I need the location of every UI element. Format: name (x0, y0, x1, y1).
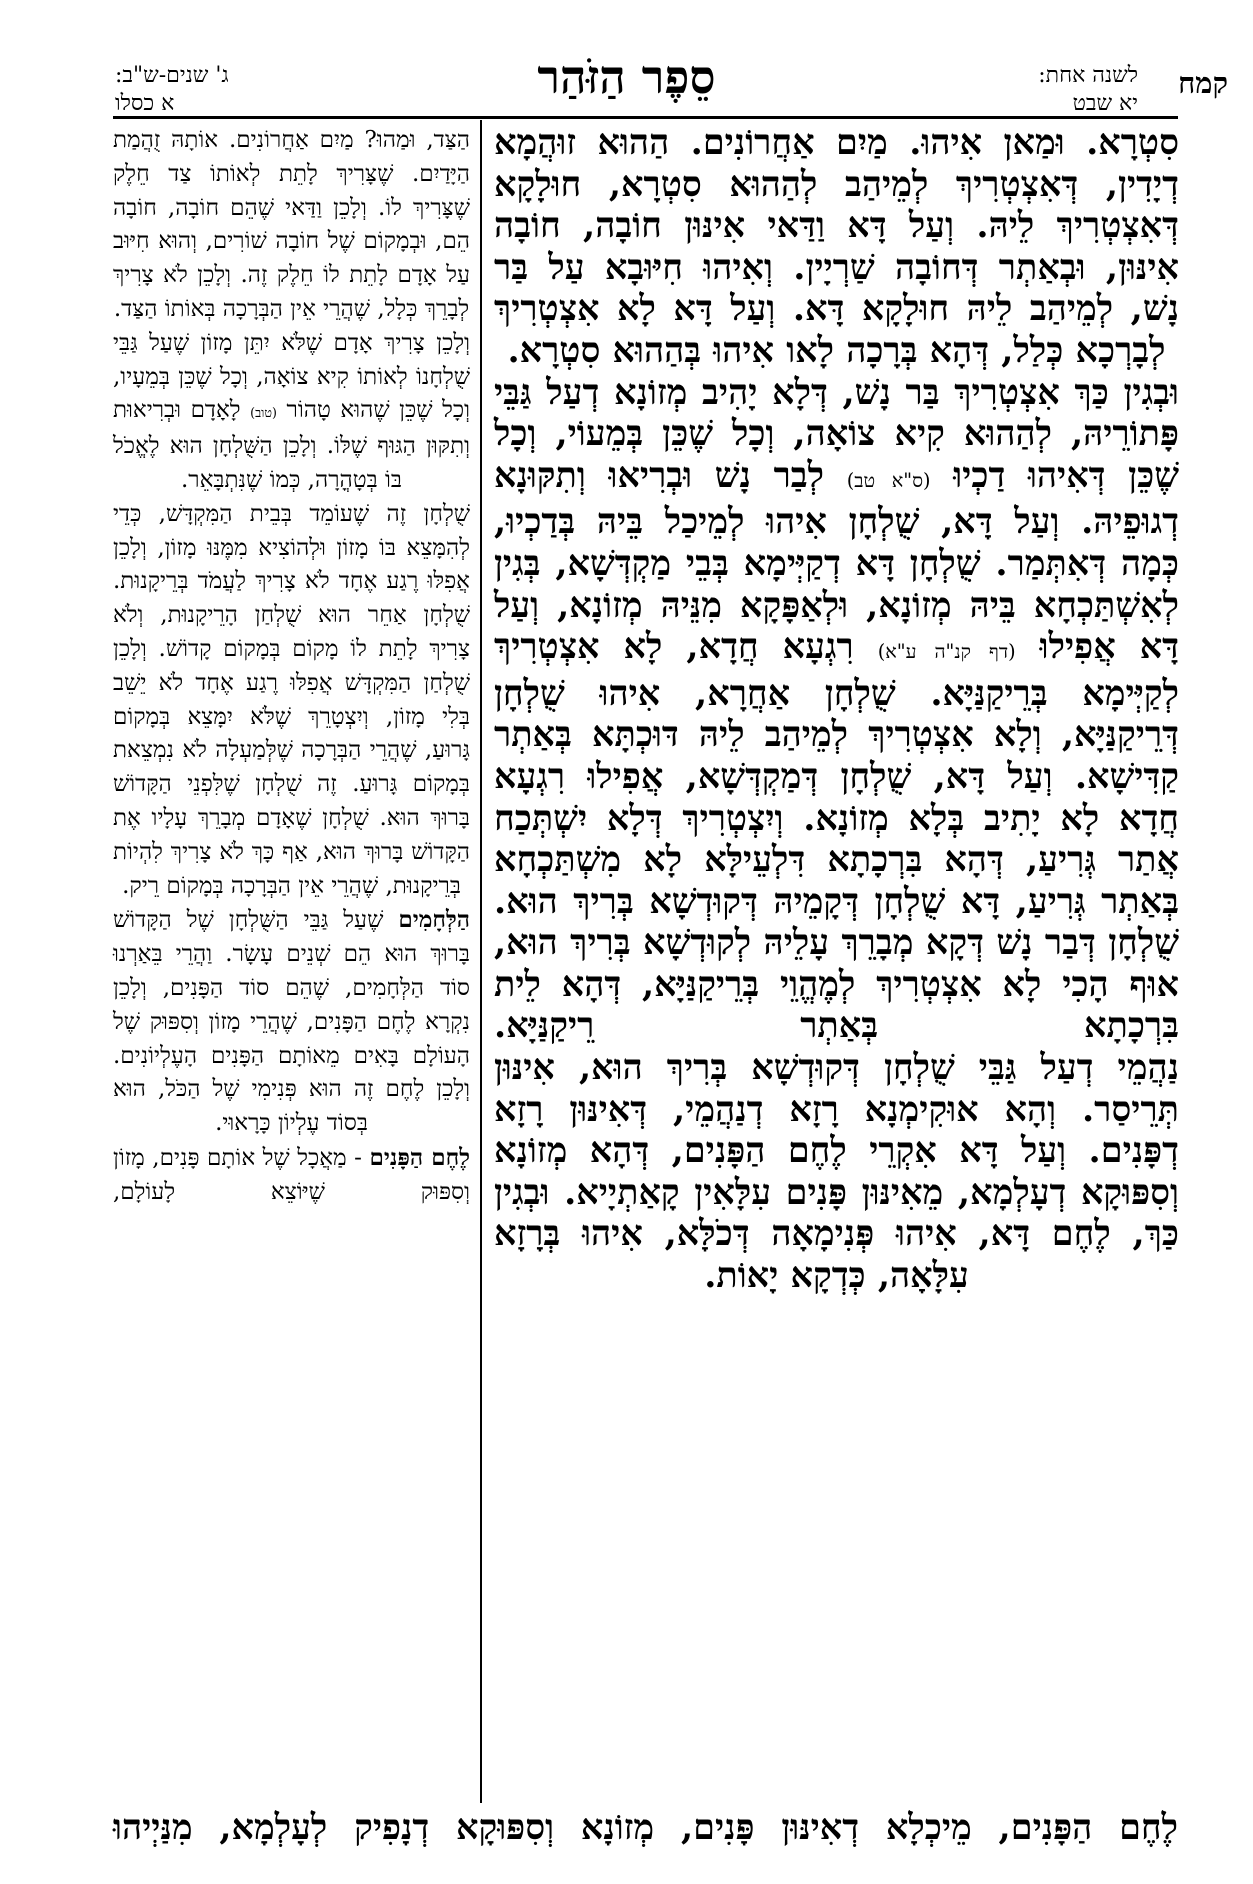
commentary-text: - מַאֲכָל שֶׁל אוֹתָם פָּנִים, מָזוֹן וְסִפּוּק שֶׁיּוֹצֵא לָעוֹלָם, (113, 1144, 470, 1205)
commentary-paragraph (113, 903, 470, 1141)
commentary-paragraph (113, 327, 470, 498)
header-rule (113, 116, 1178, 119)
commentary-text: וְלָכֵן צָרִיךְ אָדָם שֶׁלֹּא יִתֵּן מָזוֹן שֶׁעַל גַּבֵּי שֻׁלְחָנוֹ לְאוֹתוֹ קִיא צוֹאָה, וְכָל שֶׁכֵּן בְּמֵעָיו, וְכָל שֶׁכֵּן שֶׁהוּא טָהוֹר (113, 329, 471, 424)
commentary-paragraph: הַצַּד, וּמַהוּ? מַיִם אַחֲרוֹנִים. אוֹתָהּ זֻהֲמַת הַיָּדַיִם. שֶׁצָּרִיךְ לָתֵת לְאוֹתוֹ צַד חֵלֶק שֶׁצָּרִיךְ לוֹ. וְלָכֵן וַדַּאי שֶׁהֵם חוֹבָה, חוֹבָה הֵם, וּבְמָקוֹם שֶׁל חוֹבָה שׁוֹרִים, וְהוּא חִיּוּב עַל אָדָם לָתֵת לוֹ חֵלֶק זֶה. וְלָכֵן לֹא צָרִיךְ לְבָרֵךְ כְּלָל, שֶׁהֲרֵי אֵין הַבְּרָכָה בְּאוֹתוֹ הַצַּד. (113, 127, 470, 322)
schedule-date-right: יא שבט (1072, 91, 1138, 116)
variant-reference: (ס"א טב) (846, 468, 931, 492)
book-title: סֵפֶר הַזֹּהַר (537, 50, 716, 104)
schedule-label-year: לשנה אחת: (1038, 63, 1138, 88)
schedule-date-left: א כסלו (115, 91, 175, 116)
main-text-column (494, 122, 1179, 1802)
page-header (0, 0, 1253, 116)
page-number: קמח (1178, 66, 1228, 100)
schedule-label-three-years: ג' שנים-ש"ב: (115, 63, 229, 88)
commentary-text: שֶׁעַל גַּבֵּי הַשֻּׁלְחָן שֶׁל הַקָּדוֹשׁ בָּרוּךְ הוּא הֵם שְׁנֵים עָשָׂר. וַהֲרֵי בֵּאַרְנוּ סוֹד הַלְּחָמִים, שֶׁהֵם סוֹד הַפָּנִים, וְלָכֵן נִקְרָא לֶחֶם הַפָּנִים, שֶׁהֲרֵי מָזוֹן וְסִפּוּק שֶׁל הָעוֹלָם בָּאִים מֵאוֹתָם הַפָּנִים הָעֶלְיוֹנִים. וְלָכֵן לֶחֶם זֶה הוּא פְּנִימִי שֶׁל הַכֹּל, הוּא בְּסוֹד עֶלְיוֹן כָּרָאוּי. (113, 907, 470, 1137)
commentary-text: לָאָדָם וּבְרִיאוּת וְתִקּוּן הַגּוּף שֶׁלּוֹ. וְלָכֵן הַשֻּׁלְחָן הוּא לֶאֱכֹל בּוֹ בְּטָהֳרָה, כְּמוֹ שֶׁנִּתְבָּאֵר. (113, 397, 470, 493)
variant-reference: (טוב) (250, 405, 277, 421)
main-paragraph: סִטְרָא. וּמַאן אִיהוּ. מַיִם אַחֲרוֹנִים. הַהוּא זוּהֲמָא דְיָדִין, דְּאִצְטְרִיךְ לְמֵיהַב לְהַהוּא סִטְרָא, חוּלָקָא דְּאִצְטְרִיךְ לֵיהּ. וְעַל דָּא וַדַּאי אִינּוּן חוֹבָה, חוֹבָה אִינּוּן, וּבְאַתְר דְּחוֹבָה שַׁרְיָין. וְאִיהוּ חִיּוּבָא עַל בַּר נָשׁ, לְמֵיהַב לֵיהּ חוּלָקָא דָּא. וְעַל דָּא לָא אִצְטְרִיךְ לְבָרְכָא כְּלַל, דְּהָא בְּרָכָה לָאו אִיהוּ בְּהַהוּא סִטְרָא. (494, 122, 1179, 371)
reading-schedule-left (115, 62, 229, 118)
main-paragraph: נַהֲמֵי דְעַל גַּבֵּי שֻׁלְחָן דְּקוּדְשָׁא בְּרִיךְ הוּא, אִינּוּן תְּרֵיסַר. וְהָא אוּקִימְנָא רָזָא דְנַהֲמֵי, דְּאִינּוּן רָזָא דְפָּנִים. וְעַל דָּא אִקְרֵי לֶחֶם הַפָּנִים, דְּהָא מְזוֹנָא וְסִפּוּקָא דְעָלְמָא, מֵאִינּוּן פָּנִים עִלָּאִין קָאַתְיָיא. וּבְגִין כַּךְ, לֶחֶם דָּא, אִיהוּ פְּנִימָאָה דְּכֹלָּא, אִיהוּ בְּרָזָא עִלָּאָה, כְּדְקָא יָאוֹת. (494, 1047, 1179, 1297)
main-paragraph-text: לְבַר נָשׁ וּבְרִיאוּ וְתִקּוּנָא דְגוּפֵיהּ. וְעַל דָּא, שֻׁלְחָן אִיהוּ לְמֵיכַל בֵּיהּ בְּדַכְיוּ, כְּמָה דְּאִתְּמַר. שֻׁלְחָן דָּא דְקַיְּימָא בְּבֵי מַקְדְּשָׁא, בְּגִין לְאִשְׁתַּכְחָא בֵּיהּ מְזוֹנָא, וּלְאַפָּקָא מִנֵּיהּ מְזוֹנָא, וְעַל דָּא אֲפִילוּ (494, 454, 1180, 668)
commentary-column (113, 124, 470, 1804)
commentary-keyword: הַלְּחָמִים (398, 906, 470, 934)
main-paragraph-text: וּבְגִין כַּךְ אִצְטְרִיךְ בַּר נָשׁ, דְּלָא יָהִיב מְזוֹנָא דְעַל גַּבֵּי פָּתוֹרֵיהּ, לְהַהוּא קִיא צוֹאָה, וְכָל שֶׁכֵּן בְּמֵעוֹי, וְכָל שֶׁכֵּן דְּאִיהוּ דַכְיוּ (494, 371, 1179, 496)
column-divider (480, 120, 482, 1803)
main-paragraph-text: רִגְעָא חֲדָא, לָא אִצְטְרִיךְ לְקַיְּימָא בְּרֵיקַנַּיָּא. שֻׁלְחָן אַחֲרָא, אִיהוּ שֻׁלְחָן דְּרֵיקַנַּיָּא, וְלָא אִצְטְרִיךְ לְמֵיהַב לֵיהּ דּוּכְתָּא בְּאַתְר קַדִּישָׁא. וְעַל דָּא, שֻׁלְחָן דְּמַקְדְּשָׁא, אֲפִילוּ רִגְעָא חֲדָא לָא יָתִיב בְּלָא מְזוֹנָא. וְיִצְטְרִיךְ דְּלָא יִשְׁתְּכַח אֲתַר גְּרִיעַ, דְּהָא בִּרְכָתָא דִּלְעֵילָּא לָא מִשְׁתַּכְחָא בְּאַתְר גְּרִיעַ, דָּא שֻׁלְחָן דְּקָמֵיהּ דְּקוּדְשָׁא בְּרִיךְ הוּא. שֻׁלְחָן דְּבַר נָשׁ דְּקָא מְבָרֵךְ עָלֵיהּ לְקוּדְשָׁא בְּרִיךְ הוּא, אוּף הָכִי לָא אִצְטְרִיךְ לְמֶהֱוֵי בְּרֵיקַנַּיָּא, דְּהָא לֵית בִּרְכָתָא בְּאַתְר רֵיקַנַּיָּא. (494, 626, 1179, 1047)
commentary-paragraph (113, 1141, 470, 1210)
commentary-keyword: לֶחֶם הַפָּנִים (369, 1143, 471, 1171)
commentary-paragraph: שֻׁלְחָן זֶה שֶׁעוֹמֵד בְּבֵית הַמִּקְדָּשׁ, כְּדֵי לְהִמָּצֵא בּוֹ מָזוֹן וּלְהוֹצִיא מִמֶּנּוּ מָזוֹן, וְלָכֵן אֲפִלּוּ רֶגַע אֶחָד לֹא צָרִיךְ לַעֲמֹד בְּרֵיקָנוּת. שֻׁלְחָן אַחֵר הוּא שֻׁלְחַן הָרֵיקָנוּת, וְלֹא צָרִיךְ לָתֵת לוֹ מָקוֹם בְּמָקוֹם קָדוֹשׁ. וְלָכֵן שֻׁלְחַן הַמִּקְדָּשׁ אֲפִלּוּ רֶגַע אֶחָד לֹא יֵשֵׁב בְּלִי מָזוֹן, וְיִצְטָרֵךְ שֶׁלֹּא יִמָּצֵא בְּמָקוֹם גָּרוּעַ, שֶׁהֲרֵי הַבְּרָכָה שֶׁלְּמַעְלָה לֹא נִמְצֵאת בְּמָקוֹם גָּרוּעַ. זֶה שֻׁלְחָן שֶׁלִּפְנֵי הַקָּדוֹשׁ בָּרוּךְ הוּא. שֻׁלְחָן שֶׁאָדָם מְבָרֵךְ עָלָיו אֶת הַקָּדוֹשׁ בָּרוּךְ הוּא, אַף כָּךְ לֹא צָרִיךְ לִהְיוֹת בְּרֵיקָנוּת, שֶׁהֲרֵי אֵין הַבְּרָכָה בְּמָקוֹם רֵיק. (113, 500, 470, 899)
page-reference: (דף קנ"ה ע"א) (877, 640, 1016, 664)
catchword-line: לֶחֶם הַפָּנִים, מֵיכְלָא דְאִינּוּן פָּנִים, מְזוֹנָא וְסִפּוּקָא דְנָפִיק לְעָלְמָא, מִנַּיְיהוּ (113, 1807, 1178, 1848)
main-paragraph (494, 372, 1179, 1048)
